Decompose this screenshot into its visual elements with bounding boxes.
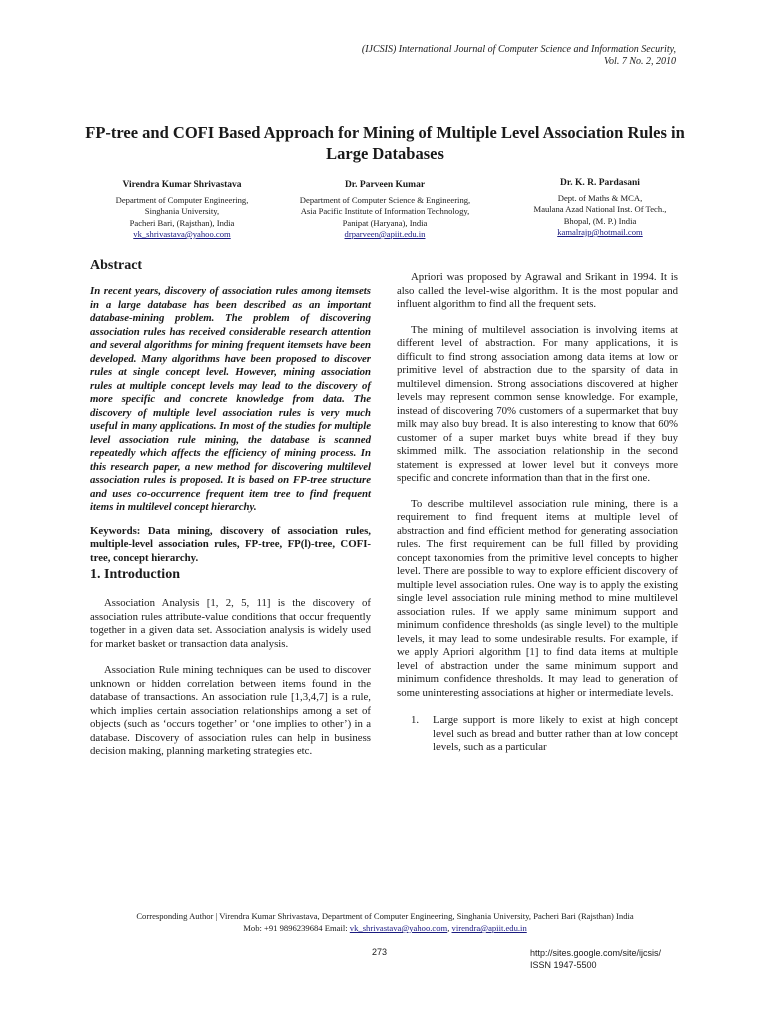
author-block-1 bbox=[92, 180, 272, 241]
author-block-2 bbox=[280, 180, 490, 241]
abstract-text: In recent years, discovery of association rules among itemsets in a large database has been described as an important database-mining problem. The problem of discovering association rules has received considerable research attention and several algorithms for mining frequent itemsets have been developed. Many algorithms have been proposed to discover rules at single concept level. However, mining association rules at multiple concept levels may lead to the discovery of more specific and concrete knowledge from data. The discovery of multiple level association rules is very much useful in many applications. In most of the studies for multiple level association rule mining, the database is scanned repeatedly which affects the efficiency of mining process. In this research paper, a new method for discovering multilevel association rules is proposed. It is based on FP-tree structure and uses co-occurrence frequent item tree to find frequent items in multilevel concept hierarchy. bbox=[90, 285, 371, 513]
author-email-link[interactable]: drparveen@apiit.edu.in bbox=[344, 229, 426, 239]
author-inst: Asia Pacific Institute of Information Technology, bbox=[300, 206, 470, 216]
left-column bbox=[90, 258, 371, 772]
author-name: Dr. Parveen Kumar bbox=[344, 180, 426, 190]
author-place: Pacheri Bari, (Rajsthan), India bbox=[129, 217, 235, 228]
page-number: 273 bbox=[372, 947, 388, 957]
list-item-number: 1. bbox=[411, 714, 420, 726]
intro-paragraph-1: Association Analysis [1, 2, 5, 11] is the discovery of association rules attribute-value conditions that occur frequently together in a given data set. Association analysis is widely used for market basket or transaction data analysis. bbox=[90, 597, 371, 650]
journal-site-info bbox=[530, 947, 661, 971]
right-column bbox=[397, 271, 678, 755]
author-name: Virendra Kumar Shrivastava bbox=[122, 180, 242, 190]
journal-name: (IJCSIS) International Journal of Computer Science and Information Security, bbox=[361, 44, 676, 55]
author-email-link[interactable]: kamalrajp@hotmail.com bbox=[557, 227, 643, 237]
author-inst: Singhania University, bbox=[144, 206, 220, 216]
multilevel-paragraph: The mining of multilevel association is involving items at different level of abstraction. For many applications, it is difficult to find strong association among data items at low or primitive level of abstraction due to the sparsity of data in multilevel dimension. Strong associations discovered at higher levels may represent common sense knowledge. For example, instead of discovering 70% customers of a supermarket that buy milk may also buy bread. It is also interesting to know that 60% customer of a super market buys white bread if they buy skimmed milk. The association relationship in the second statement is expressed at lower level but it conveys more specific and concrete information than that in the first one. bbox=[397, 323, 678, 484]
author-place: Bhopal, (M. P.) India bbox=[563, 215, 637, 226]
footer-email-link-1[interactable]: vk_shrivastava@yahoo.com bbox=[349, 923, 448, 933]
contact-line bbox=[70, 922, 700, 934]
author-name: Dr. K. R. Pardasani bbox=[560, 178, 640, 188]
journal-volume: Vol. 7 No. 2, 2010 bbox=[604, 56, 676, 67]
list-item-text: Large support is more likely to exist at high concept level such as bread and butter rather than at low concept levels, such as a particular bbox=[433, 714, 678, 753]
issn: ISSN 1947-5500 bbox=[530, 960, 597, 970]
author-inst: Maulana Azad National Inst. Of Tech., bbox=[533, 204, 667, 214]
author-block-3 bbox=[500, 178, 700, 239]
corresponding-author-line: Corresponding Author | Virendra Kumar Shrivastava, Department of Computer Engineering, Singhania University, Pacheri Bari (Rajsthan) India bbox=[136, 911, 634, 921]
paper-title: FP-tree and COFI Based Approach for Mining of Multiple Level Association Rules in Large Databases bbox=[85, 123, 685, 163]
intro-paragraph-2: Association Rule mining techniques can be used to discover unknown or hidden correlation between items found in the database of transactions. An association rule [1,3,4,7] is a rule, which implies certain association relationships among a set of objects (such as ‘occurs together’ or ‘one implies to other’) in a database. Discovery of association rules can help in business decision making, planning marketing strategies etc. bbox=[90, 664, 371, 757]
mining-paragraph: To describe multilevel association rule mining, there is a requirement to find frequent items at multiple level of abstraction and find efficient method for generating association rules. The first requirement can be full filled by providing concept taxonomies from the primitive level concepts to higher level. There are possible to way to explore efficient discovery of multiple level association rules. One way is to apply the existing single level association rule mining method to mine multilevel association rules. If we apply same minimum support and minimum confidence thresholds (as single level) to the multiple levels, it may lead to some undesirable results. For example, if we apply Apriori algorithm [1] to find data items at multiple level of abstraction under the same minimum support and minimum confidence thresholds. It may lead to generation of some uninteresting associations at higher or intermediate levels. bbox=[397, 497, 678, 699]
author-dept: Department of Computer Science & Engineering, bbox=[299, 194, 471, 205]
intro-heading: 1. Introduction bbox=[90, 567, 180, 582]
corresponding-author-footer bbox=[70, 910, 700, 934]
journal-header bbox=[256, 44, 676, 68]
author-dept: Department of Computer Engineering, bbox=[115, 194, 249, 205]
author-email-link[interactable]: vk_shrivastava@yahoo.com bbox=[133, 229, 231, 239]
mobile-email-label: Mob: +91 9896239684 Email: bbox=[243, 923, 348, 933]
author-dept: Dept. of Maths & MCA, bbox=[557, 192, 643, 203]
journal-url[interactable]: http://sites.google.com/site/ijcsis/ bbox=[530, 948, 662, 958]
author-place: Panipat (Haryana), India bbox=[342, 217, 428, 228]
abstract-heading: Abstract bbox=[90, 258, 143, 273]
list-item bbox=[397, 714, 678, 755]
apriori-paragraph: Apriori was proposed by Agrawal and Srikant in 1994. It is also called the level-wise algorithm. It is the most popular and influent algorithm to find all the frequent sets. bbox=[397, 271, 678, 310]
footer-email-link-2[interactable]: virendra@apiit.edu.in bbox=[451, 923, 527, 933]
keywords: Keywords: Data mining, discovery of association rules, multiple-level association rules, FP-tree, FP(l)-tree, COFI-tree, concept hierarchy. bbox=[90, 524, 371, 564]
email-separator: , bbox=[447, 923, 450, 933]
